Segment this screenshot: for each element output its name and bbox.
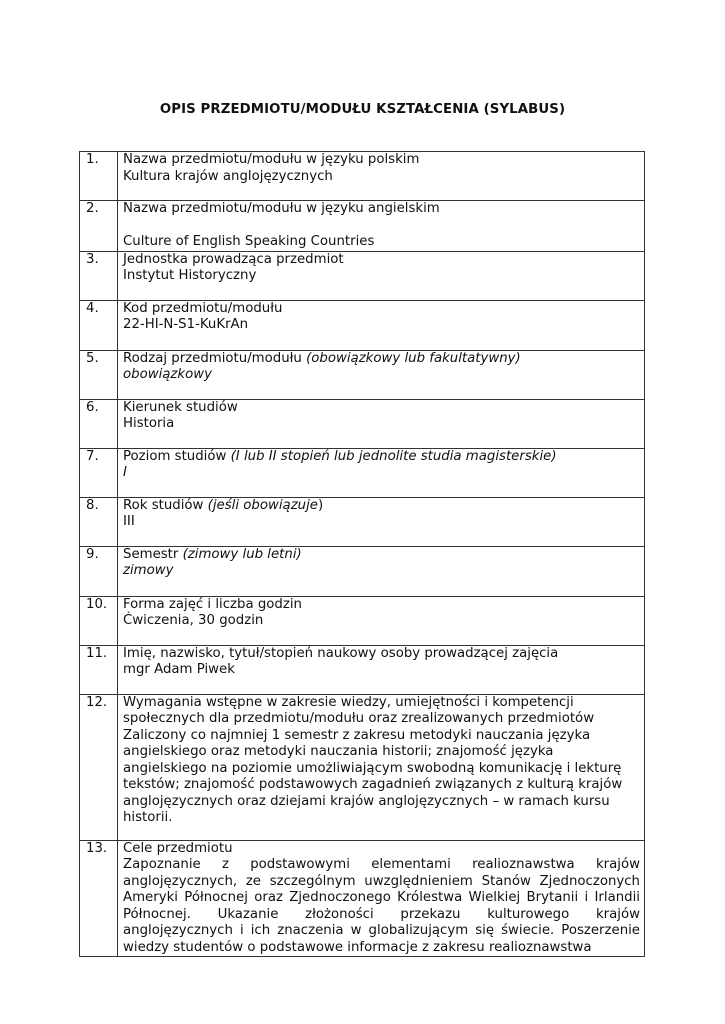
table-row	[80, 399, 645, 448]
row-label	[123, 449, 640, 466]
row-value: 22-HI-N-S1-KuKrAn	[123, 317, 249, 332]
row-label: Kierunek studiów	[123, 399, 238, 415]
row-label: Jednostka prowadząca przedmiot	[123, 251, 344, 267]
table-row	[80, 546, 645, 596]
row-label-note: (I lub II stopień lub jednolite studia magisterskie)	[230, 448, 557, 464]
table-row	[80, 645, 645, 694]
row-content	[118, 840, 645, 956]
document-title: OPIS PRZEDMIOTU/MODUŁU KSZTAŁCENIA (SYLABUS)	[159, 102, 566, 117]
row-number: 13.	[80, 840, 118, 956]
table-row	[80, 448, 645, 497]
row-label-note: (jeśli obowiązuje	[207, 497, 318, 513]
row-content	[118, 251, 645, 300]
row-number: 6.	[80, 399, 118, 448]
table-row	[80, 596, 645, 645]
row-number: 8.	[80, 497, 118, 546]
row-number: 10.	[80, 596, 118, 645]
row-number: 4.	[80, 300, 118, 350]
row-content	[118, 201, 645, 252]
table-row	[80, 840, 645, 956]
row-content	[118, 497, 645, 546]
row-label: Imię, nazwisko, tytuł/stopień naukowy osoby prowadzącej zajęcia	[123, 645, 559, 661]
row-content	[118, 645, 645, 694]
row-label-close: )	[317, 497, 324, 513]
row-text-line: społecznych dla przedmiotu/modułu oraz zrealizowanych przedmiotów	[123, 711, 595, 726]
row-label	[123, 498, 640, 515]
row-value: Culture of English Speaking Countries	[123, 234, 375, 249]
row-content	[118, 546, 645, 596]
row-label-text: Semestr	[123, 546, 183, 562]
row-content	[118, 596, 645, 645]
row-text-line: anglojęzycznych oraz dziejami krajów anglojęzycznych – w ramach kursu	[123, 793, 610, 809]
row-label: Kod przedmiotu/modułu	[123, 300, 283, 316]
row-value: III	[123, 514, 135, 529]
row-label-text: Rodzaj przedmiotu/modułu	[123, 350, 307, 366]
row-content	[118, 448, 645, 497]
row-number: 12.	[80, 694, 118, 840]
row-content	[118, 152, 645, 201]
row-content	[118, 350, 645, 399]
row-label: Forma zajęć i liczba godzin	[123, 596, 302, 612]
row-label-text: Rok studiów	[123, 497, 208, 513]
row-value: obowiązkowy	[123, 367, 212, 382]
row-label: Nazwa przedmiotu/modułu w języku polskim	[123, 152, 420, 167]
row-value: Kultura krajów anglojęzycznych	[123, 168, 333, 184]
table-row	[80, 497, 645, 546]
table-row	[80, 152, 645, 201]
row-label-note: (zimowy lub letni)	[182, 546, 302, 562]
row-text-line: angielskiego na poziomie umożliwiającym swobodną komunikację i lekturę	[123, 760, 622, 776]
row-value: I	[123, 465, 127, 480]
row-text-line: Zaliczony co najmniej 1 semestr z zakresu metodyki nauczania języka	[123, 727, 591, 743]
row-number: 9.	[80, 546, 118, 596]
row-value: Instytut Historyczny	[123, 268, 257, 283]
row-value: Historia	[123, 416, 175, 431]
row-label: Nazwa przedmiotu/modułu w języku angielskim	[123, 201, 440, 216]
row-text-line: Wymagania wstępne w zakresie wiedzy, umiejętności i kompetencji	[123, 694, 574, 710]
table-row	[80, 350, 645, 399]
row-label	[123, 351, 640, 368]
row-number: 7.	[80, 448, 118, 497]
row-text-line: historii.	[123, 810, 173, 825]
row-text-line: tekstów; znajomość podstawowych zagadnień związanych z kulturą krajów	[123, 777, 623, 792]
row-value: Ćwiczenia, 30 godzin	[123, 613, 264, 628]
row-text-line: angielskiego oraz metodyki nauczania historii; znajomość języka	[123, 744, 554, 759]
table-row	[80, 201, 645, 252]
row-value: Zapoznanie z podstawowymi elementami realioznawstwa krajów anglojęzycznych, ze szczególnym uwzględnieniem Stanów Zjednoczonych Ameryki Północnej oraz Zjednoczonego Królestwa Wielkiej Brytanii i Irlandii Północnej. Ukazanie złożoności przekazu kulturowego krajów anglojęzycznych i ich znaczenia w globalizującym się świecie. Poszerzenie wiedzy studentów o podstawowe informacje z zakresu realioznawstwa	[123, 857, 640, 955]
table-row	[80, 300, 645, 350]
row-value: mgr Adam Piwek	[123, 662, 235, 677]
row-label-text: Poziom studiów	[123, 448, 231, 464]
row-value: zimowy	[123, 563, 174, 578]
row-label	[123, 547, 640, 564]
row-content	[118, 300, 645, 350]
row-content	[118, 399, 645, 448]
row-number: 2.	[80, 201, 118, 252]
row-label-note: (obowiązkowy lub fakultatywny)	[306, 350, 521, 366]
row-number: 5.	[80, 350, 118, 399]
row-content	[118, 694, 645, 840]
table-row	[80, 694, 645, 840]
table-row	[80, 251, 645, 300]
row-number: 11.	[80, 645, 118, 694]
row-label: Cele przedmiotu	[123, 840, 233, 856]
row-number: 1.	[80, 152, 118, 201]
syllabus-table	[79, 151, 645, 957]
row-number: 3.	[80, 251, 118, 300]
